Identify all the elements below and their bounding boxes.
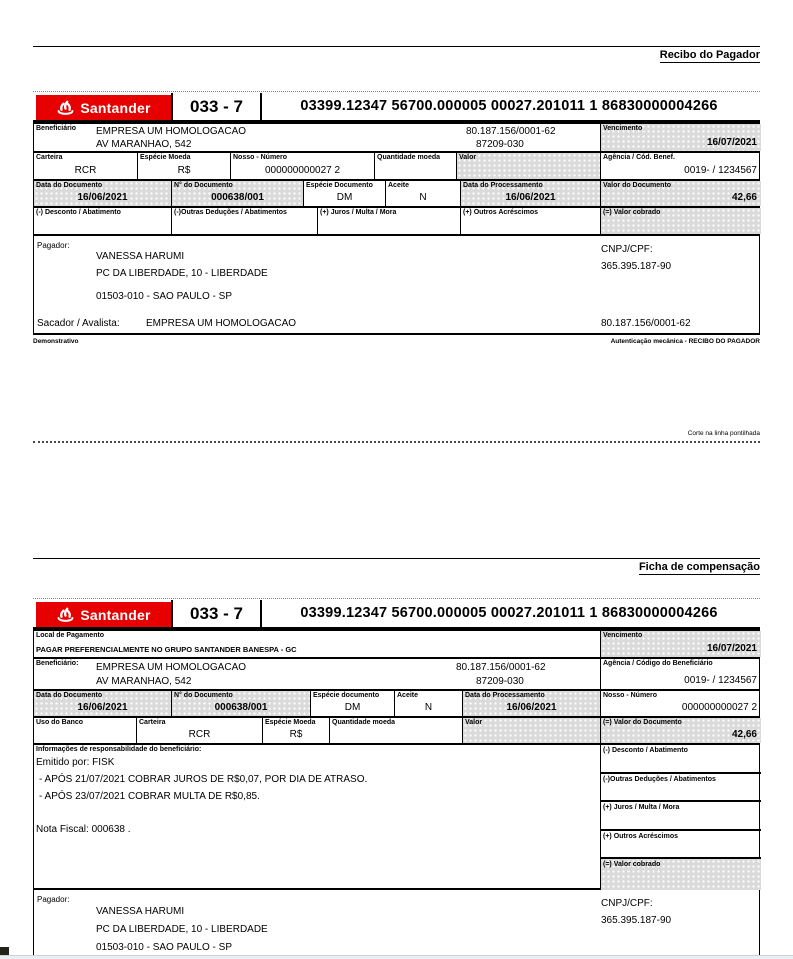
pagador-address: PC DA LIBERDADE, 10 - LIBERDADE bbox=[96, 268, 268, 279]
cut-dotted-line bbox=[33, 441, 760, 443]
field-label: Informações de responsabilidade do beneficiário: bbox=[36, 746, 202, 753]
field-value: 000638/001 bbox=[214, 702, 268, 713]
receipt-row-pagador bbox=[34, 236, 759, 336]
field-value: N bbox=[419, 192, 427, 203]
field-value: R$ bbox=[177, 165, 191, 176]
field-label: (-)Outras Deduções / Abatimentos bbox=[603, 776, 716, 783]
field-label: (+) Outros Acréscimos bbox=[463, 209, 539, 216]
field-vencimento bbox=[601, 631, 761, 657]
field-label: N° do Documento bbox=[174, 182, 233, 189]
field-valor bbox=[463, 718, 601, 743]
field-agencia bbox=[601, 659, 761, 689]
field-label: (-) Desconto / Abatimento bbox=[36, 209, 121, 216]
pagador-name: VANESSA HARUMI bbox=[96, 906, 185, 917]
field-label: Data do Documento bbox=[36, 692, 103, 699]
field-especie-moeda bbox=[263, 718, 330, 743]
field-label: Espécie Moeda bbox=[140, 154, 191, 161]
info-line: - APÓS 23/07/2021 COBRAR MULTA DE R$0,85. bbox=[39, 791, 260, 802]
pagador-address: PC DA LIBERDADE, 10 - LIBERDADE bbox=[96, 924, 268, 935]
pagador-label: Pagador: bbox=[37, 895, 70, 904]
cnpj-cpf-label: CNPJ/CPF: bbox=[601, 244, 653, 255]
receipt-header-topline bbox=[33, 91, 760, 92]
ficha-bank-header bbox=[33, 600, 760, 630]
field-valor bbox=[457, 153, 601, 179]
pagador-city: 01503-010 - SAO PAULO - SP bbox=[96, 942, 232, 953]
field-label: Quantidade moeda bbox=[332, 719, 396, 726]
cnpj-cpf-value: 365.395.187-90 bbox=[601, 261, 672, 272]
field-value: 42,66 bbox=[731, 192, 757, 203]
sacador-cnpj: 80.187.156/0001-62 bbox=[601, 318, 691, 329]
beneficiario-name: EMPRESA UM HOMOLOGACAO bbox=[96, 662, 247, 673]
field-label: Agência / Código do Beneficiário bbox=[603, 660, 713, 667]
info-line: - APÓS 21/07/2021 COBRAR JUROS DE R$0,07, POR DIA DE ATRASO. bbox=[39, 774, 368, 785]
field-value: 0019- / 1234567 bbox=[684, 165, 757, 176]
cnpj-cpf-value: 365.395.187-90 bbox=[601, 915, 672, 926]
field-label: (=) Valor do Documento bbox=[603, 719, 682, 726]
field-value: 000638/001 bbox=[211, 192, 264, 203]
receipt-section-title: Recibo do Pagador bbox=[659, 49, 760, 61]
field-label: (+) Juros / Multa / Mora bbox=[603, 804, 680, 811]
field-label: Vencimento bbox=[603, 632, 643, 639]
field-value: 16/06/2021 bbox=[506, 702, 557, 713]
receipt-row-beneficiario bbox=[34, 124, 759, 153]
field-label: Valor bbox=[465, 719, 483, 726]
ficha-row-informacoes bbox=[34, 745, 759, 890]
field-label: (-) Desconto / Abatimento bbox=[603, 747, 688, 754]
field-valor-cobrado bbox=[601, 208, 761, 234]
sacador-label: Sacador / Avalista: bbox=[37, 318, 120, 329]
pagador-city: 01503-010 - SAO PAULO - SP bbox=[96, 291, 232, 302]
receipt-row-carteira bbox=[34, 153, 759, 181]
field-valor-documento bbox=[601, 181, 761, 206]
field-value: R$ bbox=[289, 729, 303, 740]
field-label: Data do Processamento bbox=[463, 182, 543, 189]
ficha-row-beneficiario bbox=[34, 659, 759, 691]
digitable-line: 03399.12347 56700.000005 00027.201011 1 86830000004266 bbox=[300, 605, 718, 621]
field-label: Carteira bbox=[139, 719, 166, 726]
field-label: Nosso - Número bbox=[603, 692, 658, 699]
field-data-documento bbox=[34, 181, 172, 206]
field-label: (-)Outras Deduções / Abatimentos bbox=[174, 209, 287, 216]
bank-code: 033 - 7 bbox=[171, 93, 262, 120]
field-value: N bbox=[424, 702, 433, 713]
bottom-scroll-strip bbox=[0, 955, 793, 959]
field-quantidade-moeda bbox=[330, 718, 463, 743]
ficha-row-banco bbox=[34, 718, 759, 745]
field-label: Espécie Moeda bbox=[265, 719, 316, 726]
field-vencimento bbox=[601, 124, 761, 151]
demonstrativo-label: Demonstrativo bbox=[33, 338, 79, 345]
field-outras-deducoes bbox=[601, 774, 761, 802]
field-value: 000000000027 2 bbox=[681, 702, 757, 713]
receipt-row-descontos bbox=[34, 208, 759, 236]
field-data-processamento bbox=[461, 181, 601, 206]
ficha-row-local bbox=[34, 631, 759, 659]
field-local-pagamento bbox=[34, 631, 601, 657]
ficha-row-documento bbox=[34, 691, 759, 718]
field-value: 16/06/2021 bbox=[77, 192, 128, 203]
field-desconto bbox=[34, 208, 172, 234]
field-agencia bbox=[601, 153, 761, 179]
autenticacao-label: Autenticação mecânica - RECIBO DO PAGADOR bbox=[610, 338, 760, 345]
field-especie-documento bbox=[304, 181, 386, 206]
field-outros-acrescimos bbox=[601, 831, 761, 859]
field-label: (+) Juros / Multa / Mora bbox=[320, 209, 397, 216]
field-label: Data do Documento bbox=[36, 182, 103, 189]
santander-logo bbox=[36, 602, 171, 627]
field-label: N° do Documento bbox=[174, 692, 233, 699]
field-label: Beneficiário: bbox=[36, 660, 79, 667]
field-outros-acrescimos bbox=[461, 208, 601, 234]
ficha-header-topline bbox=[33, 598, 760, 599]
field-numero-documento bbox=[172, 181, 304, 206]
field-quantidade-moeda bbox=[375, 153, 457, 179]
info-line: Nota Fiscal: 000638 . bbox=[36, 824, 131, 835]
field-value: 16/06/2021 bbox=[77, 702, 128, 713]
field-informacoes bbox=[34, 745, 601, 888]
field-data-processamento bbox=[463, 691, 601, 716]
field-label: Aceite bbox=[388, 182, 410, 189]
top-divider bbox=[33, 46, 760, 47]
receipt-row-documento bbox=[34, 181, 759, 208]
field-beneficiario bbox=[34, 124, 601, 151]
info-line: Emitido por: FISK bbox=[36, 757, 115, 768]
charges-stack bbox=[601, 745, 761, 888]
field-label: Valor do Documento bbox=[603, 182, 672, 189]
field-label: Aceite bbox=[397, 692, 419, 699]
field-label: Uso do Banco bbox=[36, 719, 84, 726]
field-uso-banco bbox=[34, 718, 137, 743]
pagador-name: VANESSA HARUMI bbox=[96, 251, 185, 262]
field-valor-documento bbox=[601, 718, 761, 743]
beneficiario-cep: 87209-030 bbox=[476, 676, 524, 687]
beneficiario-cnpj: 80.187.156/0001-62 bbox=[456, 662, 546, 673]
field-value: 16/06/2021 bbox=[505, 192, 556, 203]
field-value: DM bbox=[336, 192, 353, 203]
field-label: Valor bbox=[459, 154, 477, 161]
cnpj-cpf-label: CNPJ/CPF: bbox=[601, 898, 653, 909]
field-nosso-numero bbox=[231, 153, 375, 179]
field-value: RCR bbox=[74, 165, 97, 176]
field-data-documento bbox=[34, 691, 172, 716]
field-beneficiario bbox=[34, 659, 601, 689]
field-outras-deducoes bbox=[172, 208, 318, 234]
ficha-divider bbox=[33, 558, 760, 559]
field-value: 16/07/2021 bbox=[706, 137, 757, 148]
cut-note: Corte na linha pontilhada bbox=[687, 430, 760, 437]
field-label: (+) Outros Acréscimos bbox=[603, 833, 679, 840]
field-aceite bbox=[386, 181, 461, 206]
pagador-label: Pagador: bbox=[37, 241, 70, 250]
beneficiario-cep: 87209-030 bbox=[476, 139, 524, 150]
ficha-row-pagador bbox=[34, 890, 759, 959]
field-value: DM bbox=[344, 702, 361, 713]
santander-flame-icon bbox=[56, 100, 75, 115]
field-especie-moeda bbox=[138, 153, 231, 179]
field-especie-documento bbox=[311, 691, 395, 716]
field-carteira bbox=[34, 153, 138, 179]
field-juros bbox=[601, 802, 761, 831]
ficha-section-title: Ficha de compensação bbox=[638, 561, 760, 573]
field-valor-cobrado bbox=[601, 859, 761, 890]
field-label: Espécie documento bbox=[313, 692, 380, 699]
field-juros bbox=[318, 208, 461, 234]
field-label: Agência / Cód. Benef. bbox=[603, 154, 675, 161]
field-carteira bbox=[137, 718, 263, 743]
santander-wordmark: Santander bbox=[80, 606, 151, 623]
field-label: Espécie Documento bbox=[306, 182, 373, 189]
field-numero-documento bbox=[172, 691, 311, 716]
field-value: 000000000027 2 bbox=[264, 165, 341, 176]
field-label: Carteira bbox=[36, 154, 63, 161]
receipt-bank-header bbox=[33, 93, 760, 123]
field-label: Beneficiário bbox=[36, 125, 77, 132]
receipt-table bbox=[33, 123, 760, 335]
field-value: 42,66 bbox=[731, 729, 757, 740]
field-nosso-numero bbox=[601, 691, 761, 716]
field-desconto bbox=[601, 745, 761, 774]
field-value: RCR bbox=[188, 729, 211, 740]
santander-wordmark: Santander bbox=[80, 99, 151, 116]
bank-code: 033 - 7 bbox=[171, 600, 262, 627]
santander-logo bbox=[36, 95, 171, 120]
field-aceite bbox=[395, 691, 463, 716]
field-value: 16/07/2021 bbox=[706, 643, 757, 654]
field-label: Quantidade moeda bbox=[377, 154, 441, 161]
field-label: Data do Processamento bbox=[465, 692, 545, 699]
beneficiario-address: AV MARANHAO, 542 bbox=[96, 139, 192, 150]
beneficiario-cnpj: 80.187.156/0001-62 bbox=[466, 126, 556, 137]
field-label: Nosso - Número bbox=[233, 154, 288, 161]
beneficiario-address: AV MARANHAO, 542 bbox=[96, 676, 192, 687]
field-label: Local de Pagamento bbox=[36, 632, 105, 639]
field-label: Vencimento bbox=[603, 125, 643, 132]
ficha-table bbox=[33, 630, 760, 959]
field-label: (=) Valor cobrado bbox=[603, 209, 661, 216]
santander-flame-icon bbox=[56, 607, 75, 622]
field-value: 0019- / 1234567 bbox=[684, 675, 757, 686]
field-label: (=) Valor cobrado bbox=[603, 861, 661, 868]
sacador-name: EMPRESA UM HOMOLOGACAO bbox=[146, 318, 297, 329]
field-value: PAGAR PREFERENCIALMENTE NO GRUPO SANTANDER BANESPA - GC bbox=[36, 645, 297, 654]
beneficiario-name: EMPRESA UM HOMOLOGACAO bbox=[96, 126, 247, 137]
digitable-line: 03399.12347 56700.000005 00027.201011 1 86830000004266 bbox=[300, 98, 718, 114]
